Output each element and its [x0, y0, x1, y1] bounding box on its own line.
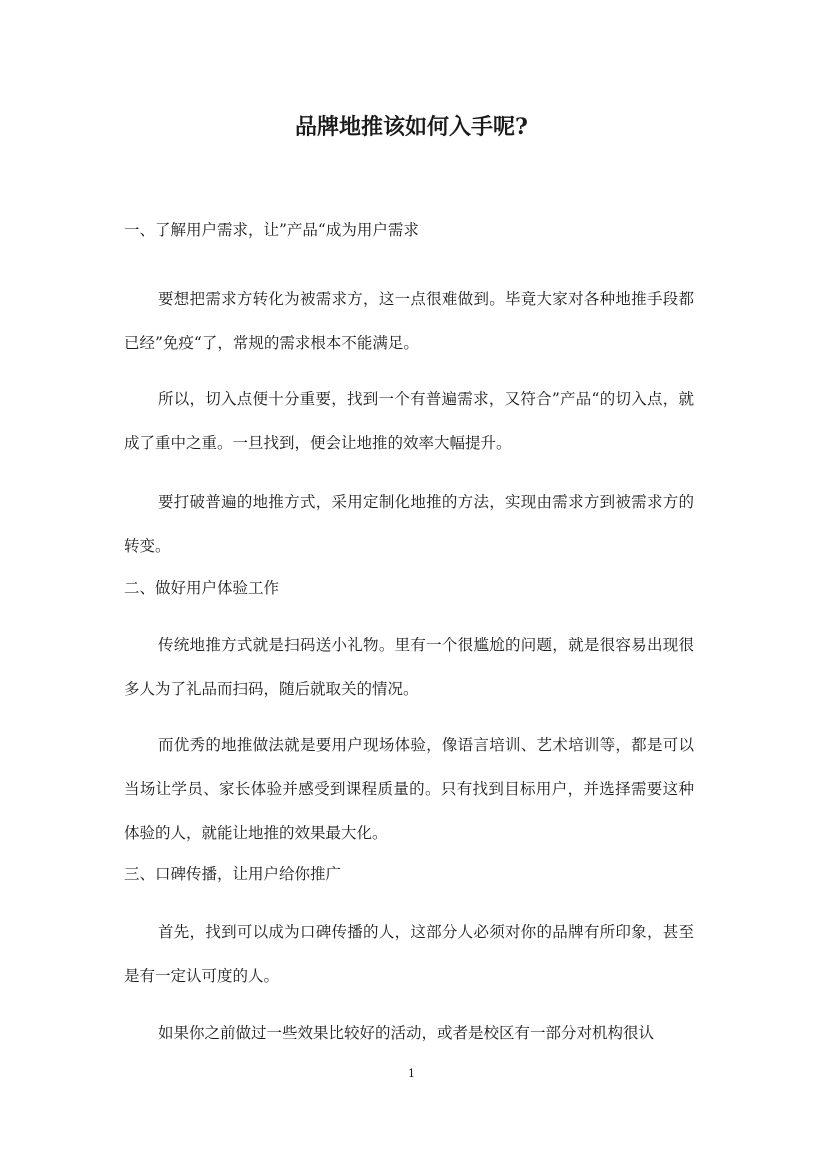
page-number: 1	[408, 1067, 415, 1080]
document-title: 品牌地推该如何入手呢?	[295, 114, 528, 140]
section-heading-3: 三、口碑传播，让用户给你推广	[124, 865, 342, 883]
paragraph: 首先，找到可以成为口碑传播的人，这部分人必须对你的品牌有所印象，甚至是有一定认可度的人。	[124, 923, 694, 985]
paragraph: 要打破普遍的地推方式，采用定制化地推的方法，实现由需求方到被需求方的转变。	[124, 493, 694, 555]
paragraph: 如果你之前做过一些效果比较好的活动，或者是校区有一部分对机构很认	[158, 1024, 655, 1042]
paragraph: 所以，切入点便十分重要，找到一个有普遍需求，又符合”产品“的切入点，就成了重中之重。一旦找到，便会让地推的效率大幅提升。	[124, 390, 694, 452]
section-heading-2: 二、做好用户体验工作	[124, 579, 280, 597]
section-heading-1: 一、了解用户需求，让”产品“成为用户需求	[124, 221, 419, 239]
paragraph: 传统地推方式就是扫码送小礼物。里有一个很尴尬的问题，就是很容易出现很多人为了礼品而扫码，随后就取关的情况。	[124, 636, 694, 698]
paragraph: 要想把需求方转化为被需求方，这一点很难做到。毕竟大家对各种地推手段都已经”免疫“了，常规的需求根本不能满足。	[124, 290, 694, 352]
paragraph: 而优秀的地推做法就是要用户现场体验，像语言培训、艺术培训等，都是可以当场让学员、家长体验并感受到课程质量的。只有找到目标用户，并选择需要这种体验的人，就能让地推的效果最大化。	[124, 736, 694, 842]
